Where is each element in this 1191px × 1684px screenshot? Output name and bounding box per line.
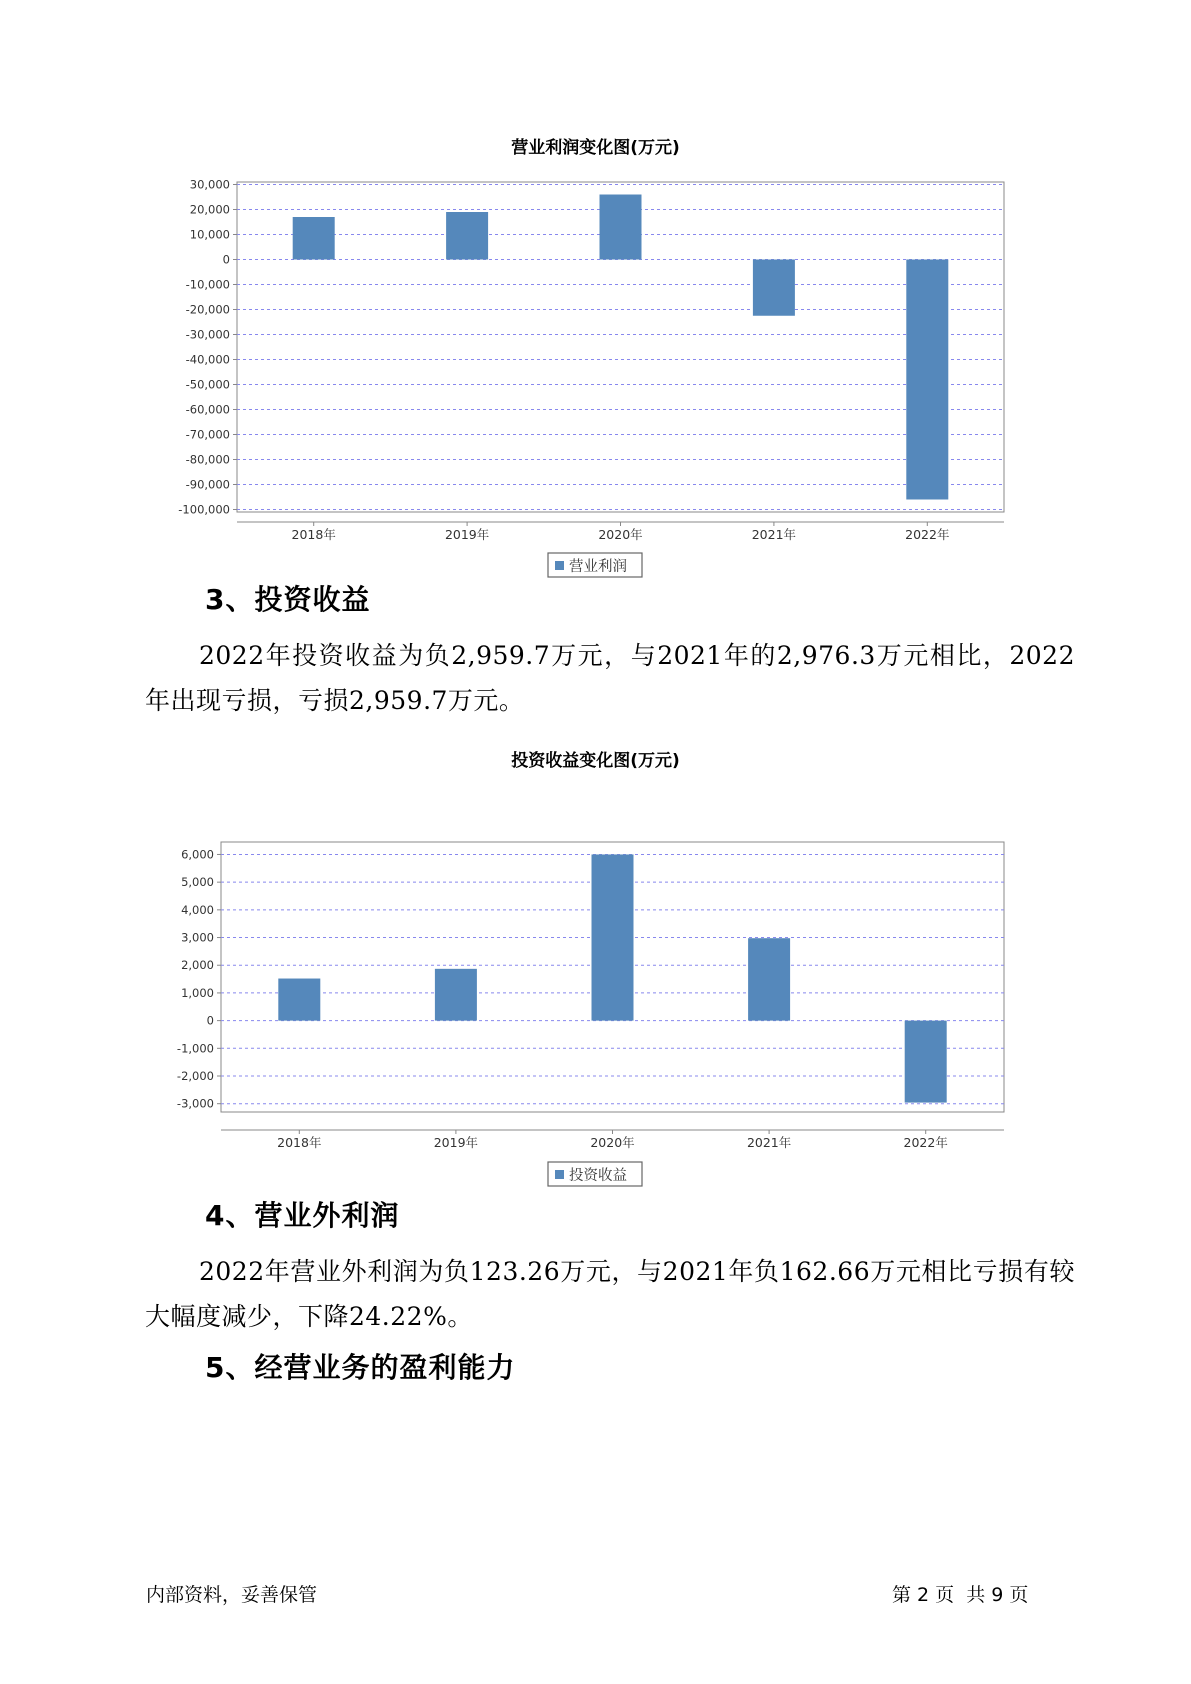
bar-2019年 — [446, 212, 488, 260]
chart1-title: 营业利润变化图(万元) — [511, 138, 680, 158]
y-tick-label: -40,000 — [185, 352, 230, 367]
y-tick-label: 1,000 — [181, 985, 214, 1000]
section4-body: 2022年营业外利润为负123.26万元，与2021年负162.66万元相比亏损有较大幅度减少，下降24.22%。 — [145, 1257, 1075, 1331]
x-tick-label: 2018年 — [277, 1135, 322, 1150]
y-tick-label: 20,000 — [189, 202, 230, 217]
section3-heading: 3、投资收益 — [205, 583, 371, 616]
x-tick-label: 2020年 — [590, 1135, 635, 1150]
legend — [548, 553, 642, 577]
y-tick-label: -100,000 — [178, 502, 230, 517]
bar-2018年 — [293, 217, 335, 260]
x-tick-label: 2018年 — [291, 527, 336, 542]
legend-swatch — [555, 561, 564, 570]
y-tick-label: -50,000 — [185, 377, 230, 392]
y-tick-label: 0 — [222, 252, 230, 267]
bar-2019年 — [435, 969, 477, 1021]
investment-income-chart — [0, 775, 1191, 1184]
y-tick-label: 30,000 — [189, 177, 230, 192]
bar-2020年 — [592, 854, 634, 1020]
y-tick-label: -20,000 — [185, 302, 230, 317]
bar-2021年 — [748, 938, 790, 1020]
operating-profit-chart — [0, 160, 1191, 575]
y-tick-label: -30,000 — [185, 327, 230, 342]
footer-confidential-note: 内部资料，妥善保管 — [146, 1584, 318, 1606]
y-tick-label: -70,000 — [185, 427, 230, 442]
y-tick-label: -2,000 — [176, 1069, 214, 1083]
y-tick-label: 2,000 — [181, 958, 214, 973]
x-tick-label: 2021年 — [751, 527, 797, 542]
y-tick-label: 0 — [206, 1013, 214, 1028]
section3-body: 2022年投资收益为负2,959.7万元，与2021年的2,976.3万元相比，2022年出现亏损，亏损2,959.7万元。 — [145, 641, 1075, 715]
chart2-title: 投资收益变化图(万元) — [511, 751, 680, 771]
bar-2018年 — [278, 979, 320, 1021]
x-tick-label: 2021年 — [746, 1135, 792, 1150]
y-tick-label: -10,000 — [185, 277, 230, 292]
x-tick-label: 2022年 — [905, 527, 950, 542]
footer-page-number: 第 2 页 共 9 页 — [892, 1584, 1029, 1606]
y-tick-label: 10,000 — [189, 227, 230, 242]
y-tick-label: 3,000 — [181, 930, 214, 945]
section3-paragraph — [145, 633, 1075, 723]
section4-paragraph — [145, 1249, 1075, 1339]
bar-2021年 — [753, 260, 795, 316]
legend-label: 投资收益 — [569, 1168, 627, 1184]
section4-heading: 4、营业外利润 — [205, 1199, 400, 1232]
legend — [548, 1162, 642, 1186]
x-tick-label: 2019年 — [444, 527, 490, 542]
bar-2022年 — [906, 260, 948, 500]
legend-swatch — [555, 1170, 564, 1179]
bar-2022年 — [905, 1021, 947, 1103]
y-tick-label: 6,000 — [181, 847, 214, 862]
y-tick-label: -60,000 — [185, 402, 230, 417]
section5-heading: 5、经营业务的盈利能力 — [205, 1351, 516, 1384]
y-tick-label: -1,000 — [176, 1041, 214, 1056]
y-tick-label: -90,000 — [185, 477, 230, 492]
y-tick-label: 5,000 — [181, 875, 214, 890]
y-tick-label: -80,000 — [185, 452, 230, 467]
y-tick-label: 4,000 — [181, 902, 214, 917]
x-tick-label: 2020年 — [598, 527, 643, 542]
x-tick-label: 2022年 — [903, 1135, 948, 1150]
legend-label: 营业利润 — [569, 559, 627, 575]
y-tick-label: -3,000 — [176, 1096, 214, 1111]
bar-2020年 — [600, 195, 642, 260]
x-tick-label: 2019年 — [433, 1135, 479, 1150]
